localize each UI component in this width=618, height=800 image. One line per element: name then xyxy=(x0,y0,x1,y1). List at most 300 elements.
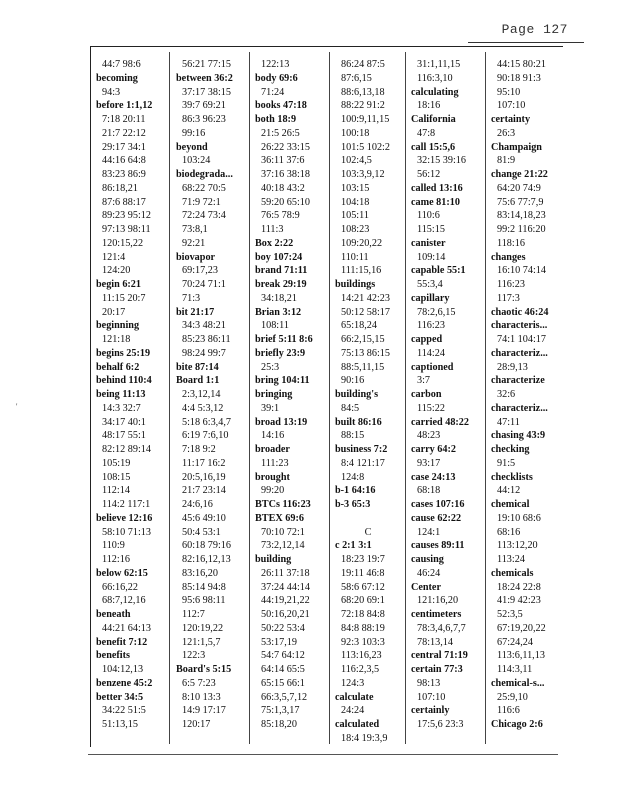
index-reference: 28:9,13 xyxy=(497,361,528,373)
index-reference: 17:5,6 23:3 xyxy=(417,719,464,730)
index-reference: 88:6,13,18 xyxy=(341,86,385,98)
index-term: briefly 23:9 xyxy=(255,347,306,359)
index-term: BTCs 116:23 xyxy=(255,499,311,510)
index-reference: 52:3,5 xyxy=(497,609,523,620)
index-reference: 16:10 74:14 xyxy=(497,265,546,277)
index-term: calculating xyxy=(411,86,459,98)
index-reference: 121:18 xyxy=(102,334,131,345)
index-reference: 82:16,12,13 xyxy=(182,554,231,565)
index-term: centimeters xyxy=(411,609,462,620)
index-term: chasing 43:9 xyxy=(491,430,546,442)
index-term: causing xyxy=(411,554,444,565)
index-reference: 84:5 xyxy=(341,402,360,414)
index-term: boy 107:24 xyxy=(255,251,303,263)
index-reference: 88:5,11,15 xyxy=(341,361,385,373)
index-reference: 24:6,16 xyxy=(182,499,213,510)
index-reference: 89:23 95:12 xyxy=(102,210,151,222)
index-reference: 120:19,22 xyxy=(182,622,224,634)
index-reference: 71:3 xyxy=(182,292,201,304)
index-reference: 44:21 64:13 xyxy=(102,622,151,634)
index-term: call 15:5,6 xyxy=(411,141,456,153)
column-divider xyxy=(405,52,406,744)
index-reference: 91:5 xyxy=(497,457,516,469)
index-reference: 95:10 xyxy=(497,86,521,98)
index-reference: 53:17,19 xyxy=(261,636,297,648)
index-term: brought xyxy=(255,471,290,483)
index-reference: 46:24 xyxy=(417,567,441,579)
index-reference: 36:11 37:6 xyxy=(261,155,305,167)
index-term: cause 62:22 xyxy=(411,512,462,524)
index-term: behalf 6:2 xyxy=(96,361,140,373)
index-column-2 xyxy=(172,58,251,732)
index-reference: 18:16 xyxy=(417,100,441,112)
index-term: captioned xyxy=(411,361,454,373)
index-term: characteris... xyxy=(491,320,548,332)
index-term: broad 13:19 xyxy=(255,416,308,428)
index-reference: 86:18,21 xyxy=(102,182,138,194)
index-reference: 86:24 87:5 xyxy=(341,59,385,70)
index-reference: 88:22 91:2 xyxy=(341,100,385,112)
index-term: benzene 45:2 xyxy=(96,677,153,689)
index-reference: 39:1 xyxy=(261,402,280,414)
index-reference: 112:16 xyxy=(102,554,130,565)
index-reference: 47:8 xyxy=(417,127,436,139)
index-reference: 18:23 19:7 xyxy=(341,554,385,565)
index-reference: 64:20 74:9 xyxy=(497,182,541,194)
index-reference: 7:18 20:11 xyxy=(102,114,146,125)
index-reference: 75:1,3,17 xyxy=(261,705,300,717)
index-reference: 121:1,5,7 xyxy=(182,636,221,648)
index-reference: 113:6,11,13 xyxy=(497,650,545,662)
index-term: beginning xyxy=(96,320,140,332)
index-term: case 24:13 xyxy=(411,471,456,483)
index-term: chaotic 46:24 xyxy=(491,306,549,318)
index-reference: 71:24 xyxy=(261,86,285,98)
index-reference: 66:3,5,7,12 xyxy=(261,691,308,703)
margin-mark: ' xyxy=(16,402,18,411)
index-reference: 34:18,21 xyxy=(261,292,297,304)
index-reference: 50:22 53:4 xyxy=(261,622,305,634)
index-reference xyxy=(331,512,405,526)
index-reference: 98:24 99:7 xyxy=(182,347,226,359)
index-reference: 68:16 xyxy=(497,526,521,538)
index-reference: 87:6,15 xyxy=(341,72,372,84)
index-reference: 108:23 xyxy=(341,224,370,235)
index-reference: 100:9,11,15 xyxy=(341,114,390,125)
index-reference: 39:7 69:21 xyxy=(182,100,226,112)
index-term: benefits xyxy=(96,650,130,662)
index-column-6 xyxy=(487,58,566,732)
index-reference: 76:5 78:9 xyxy=(261,210,300,222)
index-term: changes xyxy=(491,251,526,263)
index-reference: 112:7 xyxy=(182,609,205,620)
index-reference: 51:13,15 xyxy=(102,719,138,730)
index-reference: 26:3 xyxy=(497,127,516,139)
index-reference: 14:9 17:17 xyxy=(182,705,226,717)
index-reference: 58:6 67:12 xyxy=(341,581,385,593)
index-reference: 14:16 xyxy=(261,430,285,442)
index-term: b-3 65:3 xyxy=(335,499,371,510)
index-reference: 68:7,12,16 xyxy=(102,595,146,607)
index-reference: 113:16,23 xyxy=(341,650,382,662)
index-reference: 84:8 88:19 xyxy=(341,622,385,634)
index-term: calculated xyxy=(335,719,380,730)
index-reference: 124:20 xyxy=(102,265,131,277)
index-term: break 29:19 xyxy=(255,279,307,290)
index-term: being 11:13 xyxy=(96,389,146,400)
index-reference: 66:2,15,15 xyxy=(341,334,385,345)
index-reference: 121:4 xyxy=(102,251,126,263)
index-reference: 118:16 xyxy=(497,237,525,249)
index-reference: 73:8,1 xyxy=(182,224,208,235)
index-reference: 86:3 96:23 xyxy=(182,114,226,125)
index-term: Chicago 2:6 xyxy=(491,719,543,730)
index-reference: 5:18 6:3,4,7 xyxy=(182,416,231,428)
index-reference: 50:16,20,21 xyxy=(261,609,310,620)
index-term: chemical xyxy=(491,499,530,510)
index-reference: 60:18 79:16 xyxy=(182,540,231,552)
index-reference: 59:20 65:10 xyxy=(261,196,310,208)
index-reference: 11:15 20:7 xyxy=(102,292,146,304)
index-reference: 34:17 40:1 xyxy=(102,416,146,428)
index-reference: 8:10 13:3 xyxy=(182,691,221,703)
index-term: benefit 7:12 xyxy=(96,636,148,648)
index-reference: 21:7 22:12 xyxy=(102,127,146,139)
index-reference: 3:7 xyxy=(417,375,431,387)
index-reference: 120:15,22 xyxy=(102,237,144,249)
index-term: chemicals xyxy=(491,567,534,579)
index-reference: 37:24 44:14 xyxy=(261,581,310,593)
index-term: certainly xyxy=(411,705,450,717)
index-reference: 14:21 42:23 xyxy=(341,292,390,304)
index-reference: 75:13 86:15 xyxy=(341,347,390,359)
index-term: certainty xyxy=(491,114,531,125)
index-term: biodegrada... xyxy=(176,169,233,180)
index-reference: 66:16,22 xyxy=(102,581,138,593)
index-term: Board 1:1 xyxy=(176,375,220,387)
index-term: business 7:2 xyxy=(335,444,388,455)
index-term: begins 25:19 xyxy=(96,347,151,359)
index-reference: 68:22 70:5 xyxy=(182,182,226,194)
index-reference: 87:6 88:17 xyxy=(102,196,146,208)
index-reference: 101:5 102:2 xyxy=(341,141,390,153)
index-term: capable 55:1 xyxy=(411,265,466,277)
index-reference: 110:6 xyxy=(417,210,440,222)
index-reference: 70:10 72:1 xyxy=(261,526,305,538)
index-reference: 37:17 38:15 xyxy=(182,86,231,98)
index-term: b-1 64:16 xyxy=(335,485,376,497)
index-term: canister xyxy=(411,237,446,249)
index-term: BTEX 69:6 xyxy=(255,512,304,524)
index-reference: 103:3,9,12 xyxy=(341,169,385,180)
index-reference: 108:15 xyxy=(102,471,131,483)
footer-rule xyxy=(88,754,558,755)
index-reference: 72:18 84:8 xyxy=(341,609,385,620)
index-reference: 83:16,20 xyxy=(182,567,218,579)
index-reference: 78:3,4,6,7,7 xyxy=(417,622,466,634)
index-reference: 111:3 xyxy=(261,224,284,235)
index-reference: 115:15 xyxy=(417,224,445,235)
index-term: buildings xyxy=(335,279,376,290)
index-term: bite 87:14 xyxy=(176,361,219,373)
index-reference: 8:4 121:17 xyxy=(341,457,385,469)
index-reference: 103:15 xyxy=(341,182,370,194)
index-reference: 6:5 7:23 xyxy=(182,677,216,689)
index-reference: 18:24 22:8 xyxy=(497,581,541,593)
index-reference: 100:18 xyxy=(341,127,370,139)
index-reference: 85:14 94:8 xyxy=(182,581,226,593)
index-term: causes 89:11 xyxy=(411,540,465,552)
index-reference: 111:23 xyxy=(261,457,289,469)
index-reference: 116:23 xyxy=(497,279,525,290)
index-term: cases 107:16 xyxy=(411,499,465,510)
index-reference: 56:12 xyxy=(417,169,441,180)
index-reference: 64:14 65:5 xyxy=(261,664,305,675)
index-term: characteriz... xyxy=(491,402,548,414)
index-reference: 65:15 66:1 xyxy=(261,677,305,689)
index-reference: 40:18 43:2 xyxy=(261,182,305,194)
index-term: building's xyxy=(335,389,379,400)
index-reference: 44:19,21,22 xyxy=(261,595,310,607)
index-reference: 31:1,11,15 xyxy=(417,59,461,70)
index-term: better 34:5 xyxy=(96,691,144,703)
index-column-5 xyxy=(407,58,486,732)
index-reference: 20:5,16,19 xyxy=(182,471,226,483)
index-reference: 68:20 69:1 xyxy=(341,595,385,607)
index-column-1 xyxy=(92,58,171,732)
index-reference: 26:11 37:18 xyxy=(261,567,310,579)
index-reference: 48:23 xyxy=(417,430,441,442)
index-reference: 104:18 xyxy=(341,196,370,208)
index-reference: 113:12,20 xyxy=(497,540,538,552)
index-term: c 2:1 3:1 xyxy=(335,540,372,552)
index-reference: 99:16 xyxy=(182,127,206,139)
index-term: biovapor xyxy=(176,251,216,263)
index-reference: 47:11 xyxy=(497,416,520,428)
index-reference: 99:20 xyxy=(261,485,285,497)
index-reference: 124:1 xyxy=(417,526,441,538)
index-term: Brian 3:12 xyxy=(255,306,302,318)
index-reference: 34:22 51:5 xyxy=(102,705,146,717)
index-reference: 117:3 xyxy=(497,292,520,304)
index-reference: 44:16 64:8 xyxy=(102,155,146,167)
index-reference: 44:15 80:21 xyxy=(497,59,546,70)
index-term: carried 48:22 xyxy=(411,416,469,428)
index-reference: 32:6 xyxy=(497,389,516,400)
index-term: brief 5:11 8:6 xyxy=(255,334,313,345)
index-term: came 81:10 xyxy=(411,196,460,208)
index-reference: 69:17,23 xyxy=(182,265,218,277)
index-reference: 19:10 68:6 xyxy=(497,512,541,524)
index-reference: 56:21 77:15 xyxy=(182,59,231,70)
index-reference: 44:7 98:6 xyxy=(102,59,141,70)
index-term: capped xyxy=(411,334,443,345)
index-reference: 103:24 xyxy=(182,155,211,167)
index-reference: 109:20,22 xyxy=(341,237,383,249)
index-term: believe 12:16 xyxy=(96,512,153,524)
index-reference: 20:17 xyxy=(102,306,126,318)
index-reference: 116:3,10 xyxy=(417,72,453,84)
index-reference: 67:24,24 xyxy=(497,636,533,648)
index-reference: 48:17 55:1 xyxy=(102,430,146,442)
index-reference: 50:12 58:17 xyxy=(341,306,390,318)
index-reference: 2:3,12,14 xyxy=(182,389,221,400)
index-reference: 34:3 48:21 xyxy=(182,320,226,332)
index-reference: 70:24 71:1 xyxy=(182,279,226,290)
index-term: checking xyxy=(491,444,530,455)
index-term: below 62:15 xyxy=(96,567,148,579)
index-column-4 xyxy=(331,58,405,746)
index-term: bit 21:17 xyxy=(176,306,215,318)
index-reference: 50:4 53:1 xyxy=(182,526,221,538)
index-term: books 47:18 xyxy=(255,100,307,112)
index-term: behind 110:4 xyxy=(96,375,152,387)
index-term: Box 2:22 xyxy=(255,237,294,249)
index-reference: 78:2,6,15 xyxy=(417,306,456,318)
index-reference: 116:23 xyxy=(417,320,445,332)
index-reference: 110:9 xyxy=(102,540,125,552)
index-reference: 102:4,5 xyxy=(341,155,372,167)
index-reference: 105:11 xyxy=(341,210,369,222)
index-term: calculate xyxy=(335,691,374,703)
index-reference: 95:6 98:11 xyxy=(182,595,226,607)
index-term: called 13:16 xyxy=(411,182,463,194)
index-reference: 6:19 7:6,10 xyxy=(182,430,229,442)
index-reference: 7:18 9:2 xyxy=(182,444,216,455)
index-reference: 44:12 xyxy=(497,485,521,497)
index-term: becoming xyxy=(96,72,138,84)
index-term: chemical-s... xyxy=(491,677,545,689)
index-reference: 67:19,20,22 xyxy=(497,622,546,634)
index-reference: 21:5 26:5 xyxy=(261,127,300,139)
index-reference: 11:17 16:2 xyxy=(182,457,226,469)
index-term: body 69:6 xyxy=(255,72,298,84)
index-reference: 4:4 5:3,12 xyxy=(182,402,224,414)
index-reference: 105:19 xyxy=(102,457,131,469)
index-reference: 114:24 xyxy=(417,347,445,359)
index-term: broader xyxy=(255,444,290,455)
index-reference: 93:17 xyxy=(417,457,441,469)
index-reference: 99:2 116:20 xyxy=(497,224,546,235)
index-term: Center xyxy=(411,581,441,593)
index-reference: 112:14 xyxy=(102,485,130,497)
index-reference: 121:16,20 xyxy=(417,595,459,607)
index-term: capillary xyxy=(411,292,450,304)
index-reference: 73:2,12,14 xyxy=(261,540,305,552)
index-reference: 113:24 xyxy=(497,554,525,565)
index-column-3 xyxy=(251,58,330,732)
index-reference: 19:11 46:8 xyxy=(341,567,385,579)
index-reference: 45:6 49:10 xyxy=(182,512,226,524)
index-reference: 120:17 xyxy=(182,719,211,730)
index-reference: 92:3 103:3 xyxy=(341,636,385,648)
index-reference: 124:3 xyxy=(341,677,365,689)
index-reference: 25:9,10 xyxy=(497,691,528,703)
page-label: Page 127 xyxy=(501,22,568,37)
index-term: built 86:16 xyxy=(335,416,382,428)
index-reference: 92:21 xyxy=(182,237,206,249)
index-term: both 18:9 xyxy=(255,114,297,125)
index-reference: 29:17 34:1 xyxy=(102,141,146,153)
index-reference: 122:3 xyxy=(182,650,206,662)
index-reference: 65:18,24 xyxy=(341,320,377,332)
index-term: characteriz... xyxy=(491,347,548,359)
index-term: bringing xyxy=(255,389,293,400)
index-term: Board's 5:15 xyxy=(176,664,232,675)
index-reference: 109:14 xyxy=(417,251,446,263)
index-reference: 81:9 xyxy=(497,155,516,167)
index-reference: 68:18 xyxy=(417,485,441,497)
index-reference: 116:2,3,5 xyxy=(341,664,380,675)
index-reference: 114:2 117:1 xyxy=(102,499,151,510)
index-reference: 88:15 xyxy=(341,430,365,442)
index-reference: 74:1 104:17 xyxy=(497,334,546,345)
index-reference: 85:23 86:11 xyxy=(182,334,231,345)
index-reference: 82:12 89:14 xyxy=(102,444,151,455)
index-term: building xyxy=(255,554,292,565)
index-reference: 110:11 xyxy=(341,251,369,263)
index-reference: 55:3,4 xyxy=(417,279,443,290)
index-reference: 58:10 71:13 xyxy=(102,526,151,538)
index-reference: 32:15 39:16 xyxy=(417,155,466,167)
index-term: begin 6:21 xyxy=(96,279,141,290)
index-reference: 37:16 38:18 xyxy=(261,169,310,180)
index-reference: 116:6 xyxy=(497,705,520,717)
index-reference: 26:22 33:15 xyxy=(261,141,310,153)
index-reference: 41:9 42:23 xyxy=(497,595,541,607)
index-term: beyond xyxy=(176,141,208,153)
index-reference: 90:18 91:3 xyxy=(497,72,541,84)
index-reference: 72:24 73:4 xyxy=(182,210,226,222)
index-reference: 54:7 64:12 xyxy=(261,650,305,662)
index-reference: C xyxy=(364,526,372,538)
index-reference: 90:16 xyxy=(341,375,365,387)
index-term: bring 104:11 xyxy=(255,375,310,387)
index-reference: 75:6 77:7,9 xyxy=(497,196,544,208)
index-term: between 36:2 xyxy=(176,72,233,84)
index-reference: 85:18,20 xyxy=(261,719,297,730)
index-reference: 94:3 xyxy=(102,86,121,98)
index-reference: 18:4 19:3,9 xyxy=(341,732,388,744)
index-term: change 21:22 xyxy=(491,169,548,180)
index-term: carbon xyxy=(411,389,442,400)
index-reference: 104:12,13 xyxy=(102,664,144,675)
index-reference: 111:15,16 xyxy=(341,265,382,277)
index-reference: 108:11 xyxy=(261,320,289,332)
index-term: California xyxy=(411,114,456,125)
index-reference: 71:9 72:1 xyxy=(182,196,221,208)
index-reference: 83:14,18,23 xyxy=(497,210,546,222)
index-term: Champaign xyxy=(491,141,542,153)
index-reference: 122:13 xyxy=(261,59,290,70)
index-reference: 124:8 xyxy=(341,471,365,483)
index-reference: 25:3 xyxy=(261,361,280,373)
index-term: characterize xyxy=(491,375,545,387)
index-reference: 24:24 xyxy=(341,705,365,717)
index-term: brand 71:11 xyxy=(255,265,308,277)
index-term: carry 64:2 xyxy=(411,444,456,455)
index-reference: 83:23 86:9 xyxy=(102,169,146,180)
index-term: checklists xyxy=(491,471,533,483)
index-term: central 71:19 xyxy=(411,650,468,662)
index-reference: 114:3,11 xyxy=(497,664,533,675)
index-reference: 107:10 xyxy=(417,691,446,703)
index-term: before 1:1,12 xyxy=(96,100,153,112)
index-term: certain 77:3 xyxy=(411,664,463,675)
index-reference: 14:3 32:7 xyxy=(102,402,141,414)
index-reference: 97:13 98:11 xyxy=(102,224,151,235)
index-term: beneath xyxy=(96,609,131,620)
